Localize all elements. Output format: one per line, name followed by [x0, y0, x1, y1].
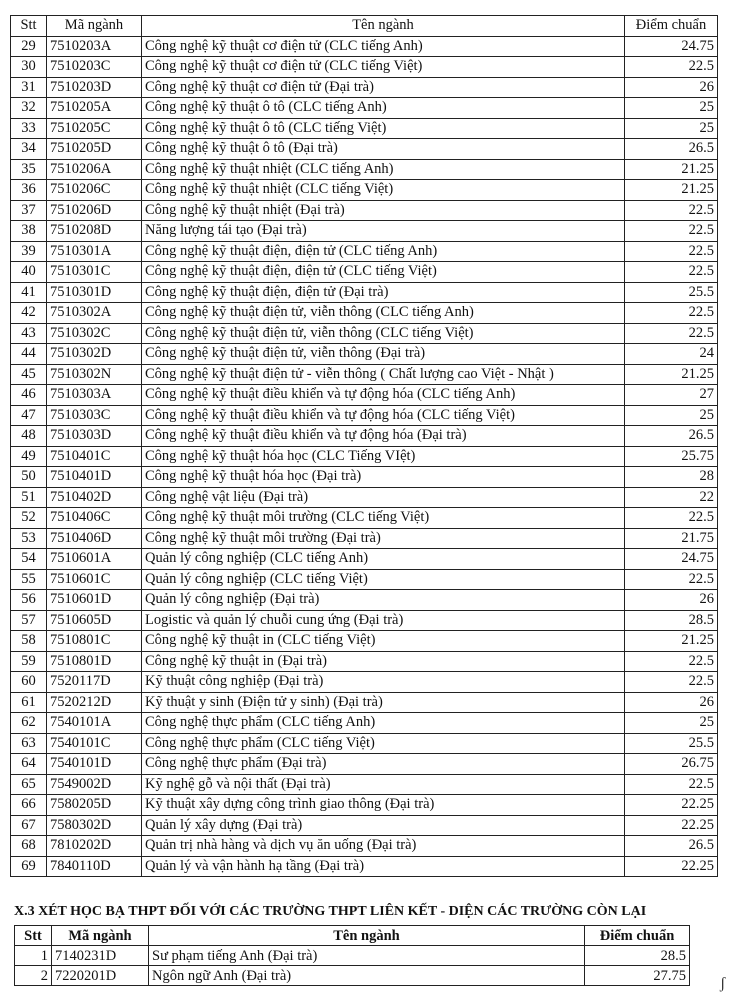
- row-name: Công nghệ kỹ thuật điện, điện tử (CLC tiếng Việt): [142, 262, 625, 283]
- row-name: Quản trị nhà hàng và dịch vụ ăn uống (Đại trà): [142, 836, 625, 857]
- row-stt: 48: [11, 426, 47, 447]
- row-name: Công nghệ kỹ thuật cơ điện tử (CLC tiếng Việt): [142, 57, 625, 78]
- row-stt: 38: [11, 221, 47, 242]
- row-score: 22.5: [625, 651, 718, 672]
- row-stt: 62: [11, 713, 47, 734]
- row-code: 7510302C: [47, 323, 142, 344]
- header-stt: Stt: [15, 926, 52, 946]
- row-name: Công nghệ kỹ thuật điều khiển và tự động hóa (CLC tiếng Anh): [142, 385, 625, 406]
- row-code: 7510601C: [47, 569, 142, 590]
- row-code: 7520117D: [47, 672, 142, 693]
- table-row: [11, 36, 718, 57]
- table-row: [11, 713, 718, 734]
- row-code: 7510301D: [47, 282, 142, 303]
- table-header-row: [11, 16, 718, 37]
- row-stt: 1: [15, 946, 52, 966]
- table-row: [11, 77, 718, 98]
- table-row: [11, 118, 718, 139]
- row-score: 25: [625, 118, 718, 139]
- table-header-row: [15, 926, 690, 946]
- row-code: 7510205C: [47, 118, 142, 139]
- row-code: 7580205D: [47, 795, 142, 816]
- row-name: Công nghệ kỹ thuật in (Đại trà): [142, 651, 625, 672]
- row-stt: 42: [11, 303, 47, 324]
- row-name: Công nghệ kỹ thuật hóa học (Đại trà): [142, 467, 625, 488]
- row-code: 7510302A: [47, 303, 142, 324]
- row-code: 7510303D: [47, 426, 142, 447]
- row-stt: 46: [11, 385, 47, 406]
- row-score: 22.5: [625, 57, 718, 78]
- table-body: [11, 36, 718, 877]
- row-score: 25.5: [625, 733, 718, 754]
- row-name: Ngôn ngữ Anh (Đại trà): [149, 966, 585, 986]
- row-score: 21.75: [625, 528, 718, 549]
- section-title: X.3 XÉT HỌC BẠ THPT ĐỐI VỚI CÁC TRƯỜNG THPT LIÊN KẾT - DIỆN CÁC TRƯỜNG CÒN LẠI: [14, 904, 647, 919]
- row-stt: 44: [11, 344, 47, 365]
- row-score: 28: [625, 467, 718, 488]
- row-stt: 64: [11, 754, 47, 775]
- row-code: 7510601D: [47, 590, 142, 611]
- row-score: 22.5: [625, 774, 718, 795]
- table-row: [11, 815, 718, 836]
- row-score: 22.25: [625, 856, 718, 877]
- row-name: Công nghệ kỹ thuật ô tô (Đại trà): [142, 139, 625, 160]
- row-code: 7510303C: [47, 405, 142, 426]
- row-name: Quản lý và vận hành hạ tầng (Đại trà): [142, 856, 625, 877]
- row-code: 7540101D: [47, 754, 142, 775]
- table-row: [11, 159, 718, 180]
- row-stt: 67: [11, 815, 47, 836]
- row-name: Quản lý công nghiệp (CLC tiếng Anh): [142, 549, 625, 570]
- row-score: 25: [625, 713, 718, 734]
- row-name: Công nghệ thực phẩm (CLC tiếng Anh): [142, 713, 625, 734]
- row-stt: 39: [11, 241, 47, 262]
- row-score: 28.5: [585, 946, 690, 966]
- row-code: 7510401C: [47, 446, 142, 467]
- row-stt: 34: [11, 139, 47, 160]
- row-name: Năng lượng tái tạo (Đại trà): [142, 221, 625, 242]
- table-row: [15, 966, 690, 986]
- table-row: [11, 631, 718, 652]
- table-row: [11, 282, 718, 303]
- table-row: [11, 200, 718, 221]
- row-score: 28.5: [625, 610, 718, 631]
- row-code: 7510206A: [47, 159, 142, 180]
- row-code: 7510303A: [47, 385, 142, 406]
- table-row: [11, 139, 718, 160]
- row-name: Công nghệ kỹ thuật cơ điện tử (CLC tiếng Anh): [142, 36, 625, 57]
- row-name: Công nghệ kỹ thuật ô tô (CLC tiếng Việt): [142, 118, 625, 139]
- row-code: 7510406C: [47, 508, 142, 529]
- row-code: 7510206D: [47, 200, 142, 221]
- table-row: [11, 754, 718, 775]
- row-score: 22.5: [625, 221, 718, 242]
- row-score: 22: [625, 487, 718, 508]
- row-stt: 66: [11, 795, 47, 816]
- row-stt: 52: [11, 508, 47, 529]
- table-row: [11, 98, 718, 119]
- row-score: 24: [625, 344, 718, 365]
- row-stt: 29: [11, 36, 47, 57]
- row-stt: 37: [11, 200, 47, 221]
- row-stt: 33: [11, 118, 47, 139]
- table-row: [11, 549, 718, 570]
- row-score: 22.5: [625, 323, 718, 344]
- row-stt: 35: [11, 159, 47, 180]
- row-code: 7510205D: [47, 139, 142, 160]
- row-score: 26.5: [625, 836, 718, 857]
- admission-scores-table: [10, 15, 718, 877]
- row-name: Công nghệ kỹ thuật điều khiển và tự động hóa (CLC tiếng Việt): [142, 405, 625, 426]
- linked-schools-scores-table: [14, 925, 690, 986]
- row-stt: 68: [11, 836, 47, 857]
- row-score: 22.5: [625, 508, 718, 529]
- row-name: Công nghệ vật liệu (Đại trà): [142, 487, 625, 508]
- row-score: 22.25: [625, 815, 718, 836]
- table-row: [15, 946, 690, 966]
- table-row: [11, 795, 718, 816]
- row-name: Công nghệ kỹ thuật điều khiển và tự động hóa (Đại trà): [142, 426, 625, 447]
- row-code: 7510402D: [47, 487, 142, 508]
- row-name: Công nghệ kỹ thuật điện, điện tử (Đại trà): [142, 282, 625, 303]
- table-row: [11, 487, 718, 508]
- row-stt: 32: [11, 98, 47, 119]
- row-code: 7510205A: [47, 98, 142, 119]
- row-score: 26.5: [625, 426, 718, 447]
- row-score: 22.5: [625, 569, 718, 590]
- row-stt: 43: [11, 323, 47, 344]
- row-name: Công nghệ kỹ thuật nhiệt (CLC tiếng Việt): [142, 180, 625, 201]
- table-row: [11, 508, 718, 529]
- row-code: 7510206C: [47, 180, 142, 201]
- row-name: Công nghệ kỹ thuật môi trường (Đại trà): [142, 528, 625, 549]
- table-row: [11, 610, 718, 631]
- row-score: 22.5: [625, 200, 718, 221]
- row-name: Công nghệ kỹ thuật điện tử, viễn thông (CLC tiếng Anh): [142, 303, 625, 324]
- table-row: [11, 385, 718, 406]
- row-code: 7580302D: [47, 815, 142, 836]
- row-name: Quản lý công nghiệp (Đại trà): [142, 590, 625, 611]
- row-name: Công nghệ kỹ thuật môi trường (CLC tiếng Việt): [142, 508, 625, 529]
- row-stt: 59: [11, 651, 47, 672]
- table-row: [11, 672, 718, 693]
- row-score: 26: [625, 692, 718, 713]
- row-stt: 50: [11, 467, 47, 488]
- row-score: 25: [625, 405, 718, 426]
- row-code: 7510301A: [47, 241, 142, 262]
- row-code: 7220201D: [52, 966, 149, 986]
- table-row: [11, 590, 718, 611]
- row-stt: 54: [11, 549, 47, 570]
- row-score: 21.25: [625, 159, 718, 180]
- row-score: 26: [625, 77, 718, 98]
- row-name: Công nghệ kỹ thuật điện tử, viễn thông (CLC tiếng Việt): [142, 323, 625, 344]
- row-name: Công nghệ thực phẩm (Đại trà): [142, 754, 625, 775]
- row-code: 7510601A: [47, 549, 142, 570]
- row-stt: 63: [11, 733, 47, 754]
- row-stt: 47: [11, 405, 47, 426]
- row-score: 21.25: [625, 364, 718, 385]
- row-stt: 45: [11, 364, 47, 385]
- row-stt: 2: [15, 966, 52, 986]
- row-name: Công nghệ kỹ thuật hóa học (CLC Tiếng VIệt): [142, 446, 625, 467]
- row-stt: 41: [11, 282, 47, 303]
- row-stt: 61: [11, 692, 47, 713]
- row-code: 7540101C: [47, 733, 142, 754]
- row-score: 22.5: [625, 672, 718, 693]
- row-score: 26.75: [625, 754, 718, 775]
- table-body: [15, 946, 690, 986]
- row-code: 7510406D: [47, 528, 142, 549]
- row-score: 25.75: [625, 446, 718, 467]
- table-row: [11, 856, 718, 877]
- table-row: [11, 405, 718, 426]
- row-code: 7510203D: [47, 77, 142, 98]
- table-row: [11, 426, 718, 447]
- row-name: Kỹ nghệ gỗ và nội thất (Đại trà): [142, 774, 625, 795]
- row-name: Sư phạm tiếng Anh (Đại trà): [149, 946, 585, 966]
- row-name: Công nghệ kỹ thuật nhiệt (Đại trà): [142, 200, 625, 221]
- row-code: 7510801C: [47, 631, 142, 652]
- row-name: Công nghệ kỹ thuật ô tô (CLC tiếng Anh): [142, 98, 625, 119]
- row-name: Công nghệ kỹ thuật cơ điện tử (Đại trà): [142, 77, 625, 98]
- row-code: 7520212D: [47, 692, 142, 713]
- table-row: [11, 774, 718, 795]
- row-name: Công nghệ thực phẩm (CLC tiếng Việt): [142, 733, 625, 754]
- row-code: 7510301C: [47, 262, 142, 283]
- row-score: 22.25: [625, 795, 718, 816]
- header-stt: Stt: [11, 16, 47, 37]
- row-stt: 51: [11, 487, 47, 508]
- table-row: [11, 446, 718, 467]
- row-name: Logistic và quản lý chuỗi cung ứng (Đại trà): [142, 610, 625, 631]
- row-code: 7510801D: [47, 651, 142, 672]
- row-code: 7140231D: [52, 946, 149, 966]
- row-stt: 58: [11, 631, 47, 652]
- header-score: Điểm chuẩn: [625, 16, 718, 37]
- table-row: [11, 733, 718, 754]
- row-score: 25.5: [625, 282, 718, 303]
- row-code: 7549002D: [47, 774, 142, 795]
- row-code: 7510605D: [47, 610, 142, 631]
- table-row: [11, 303, 718, 324]
- row-code: 7810202D: [47, 836, 142, 857]
- row-code: 7540101A: [47, 713, 142, 734]
- row-score: 24.75: [625, 549, 718, 570]
- row-stt: 56: [11, 590, 47, 611]
- row-score: 24.75: [625, 36, 718, 57]
- row-score: 22.5: [625, 241, 718, 262]
- row-score: 22.5: [625, 303, 718, 324]
- row-name: Kỹ thuật y sinh (Điện tử y sinh) (Đại trà): [142, 692, 625, 713]
- table-row: [11, 692, 718, 713]
- row-code: 7510302N: [47, 364, 142, 385]
- row-score: 27: [625, 385, 718, 406]
- table-row: [11, 467, 718, 488]
- row-name: Công nghệ kỹ thuật điện, điện tử (CLC tiếng Anh): [142, 241, 625, 262]
- table-row: [11, 651, 718, 672]
- row-stt: 55: [11, 569, 47, 590]
- row-stt: 57: [11, 610, 47, 631]
- table-row: [11, 344, 718, 365]
- row-score: 27.75: [585, 966, 690, 986]
- header-name: Tên ngành: [142, 16, 625, 37]
- row-stt: 69: [11, 856, 47, 877]
- row-name: Quản lý công nghiệp (CLC tiếng Việt): [142, 569, 625, 590]
- table-row: [11, 180, 718, 201]
- row-score: 25: [625, 98, 718, 119]
- row-stt: 36: [11, 180, 47, 201]
- row-code: 7510401D: [47, 467, 142, 488]
- row-name: Công nghệ kỹ thuật điện tử, viễn thông (Đại trà): [142, 344, 625, 365]
- header-name: Tên ngành: [149, 926, 585, 946]
- row-stt: 60: [11, 672, 47, 693]
- table-row: [11, 221, 718, 242]
- row-stt: 30: [11, 57, 47, 78]
- row-name: Công nghệ kỹ thuật in (CLC tiếng Việt): [142, 631, 625, 652]
- table-row: [11, 262, 718, 283]
- row-name: Công nghệ kỹ thuật điện tử - viễn thông ( Chất lượng cao Việt - Nhật ): [142, 364, 625, 385]
- table-row: [11, 241, 718, 262]
- table-row: [11, 323, 718, 344]
- table-row: [11, 364, 718, 385]
- header-score: Điểm chuẩn: [585, 926, 690, 946]
- header-code: Mã ngành: [47, 16, 142, 37]
- table-row: [11, 569, 718, 590]
- row-score: 21.25: [625, 180, 718, 201]
- row-code: 7510302D: [47, 344, 142, 365]
- row-score: 26.5: [625, 139, 718, 160]
- header-code: Mã ngành: [52, 926, 149, 946]
- row-stt: 40: [11, 262, 47, 283]
- row-code: 7510208D: [47, 221, 142, 242]
- row-name: Quản lý xây dựng (Đại trà): [142, 815, 625, 836]
- row-score: 26: [625, 590, 718, 611]
- row-stt: 53: [11, 528, 47, 549]
- row-code: 7510203C: [47, 57, 142, 78]
- row-name: Công nghệ kỹ thuật nhiệt (CLC tiếng Anh): [142, 159, 625, 180]
- table-row: [11, 57, 718, 78]
- table-row: [11, 836, 718, 857]
- row-score: 21.25: [625, 631, 718, 652]
- row-name: Kỹ thuật xây dựng công trình giao thông (Đại trà): [142, 795, 625, 816]
- row-stt: 49: [11, 446, 47, 467]
- row-code: 7510203A: [47, 36, 142, 57]
- margin-mark-icon: ʃ: [720, 975, 726, 992]
- row-score: 22.5: [625, 262, 718, 283]
- row-stt: 65: [11, 774, 47, 795]
- row-stt: 31: [11, 77, 47, 98]
- row-name: Kỹ thuật công nghiệp (Đại trà): [142, 672, 625, 693]
- table-row: [11, 528, 718, 549]
- row-code: 7840110D: [47, 856, 142, 877]
